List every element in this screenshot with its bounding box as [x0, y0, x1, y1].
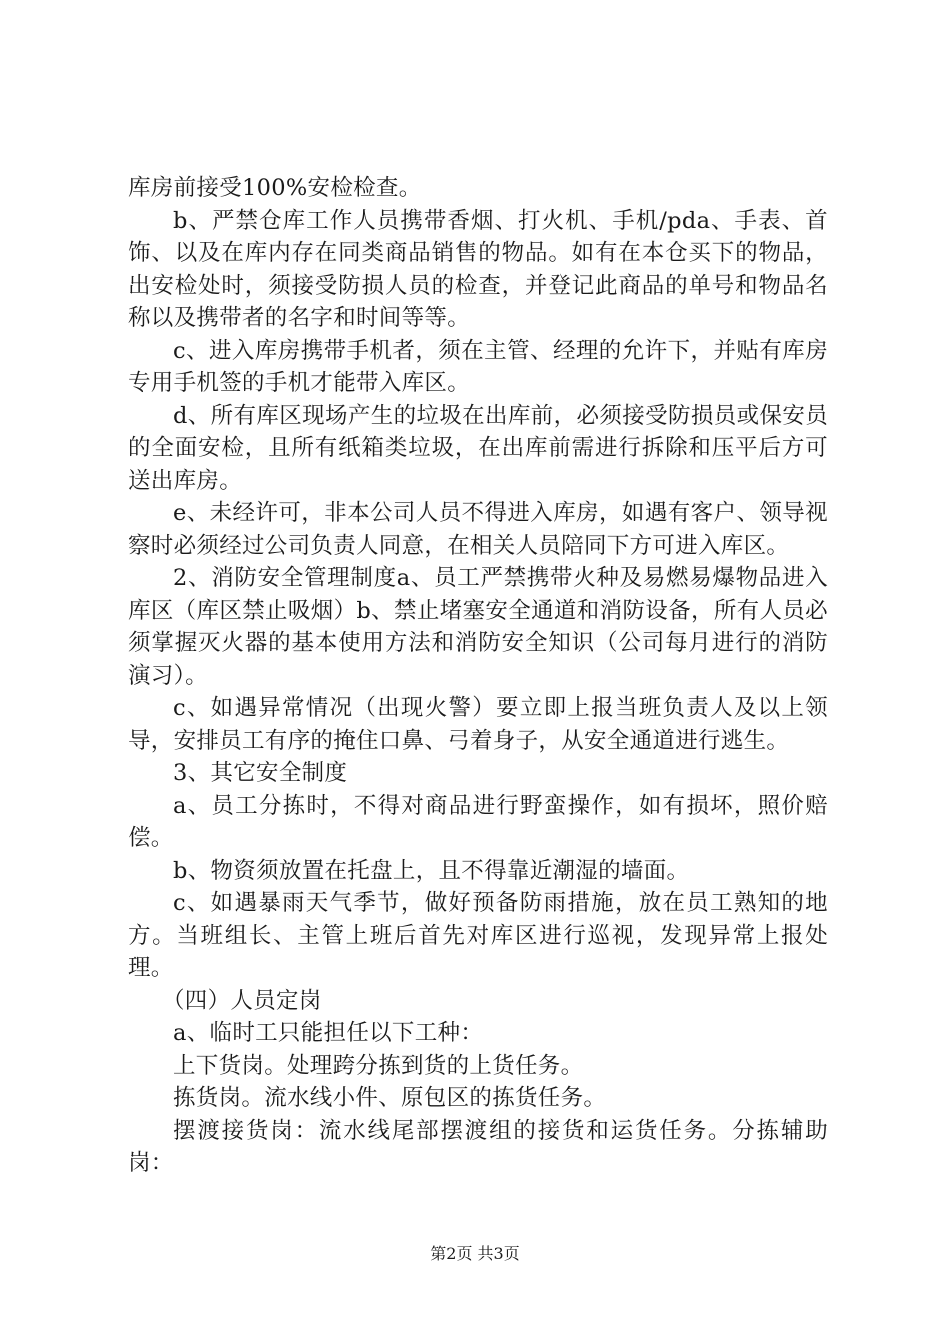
paragraph-6: 2、消防安全管理制度a、员工严禁携带火种及易燃易爆物品进入库区（库区禁止吸烟）b、禁止堵塞安全通道和消防设备，所有人员必须掌握灭火器的基本使用方法和消防安全知识（公司每月进行的消防演习）。 — [128, 565, 828, 689]
paragraph-8: 3、其它安全制度 — [173, 760, 348, 786]
paragraph-1: 库房前接受100%安检检查。 — [128, 175, 422, 201]
paragraph-7: c、如遇异常情况（出现火警）要立即上报当班负责人及以上领导，安排员工有序的掩住口鼻、弓着身子，从安全通道进行逃生。 — [128, 695, 828, 754]
paragraph-3: c、进入库房携带手机者，须在主管、经理的允许下，并贴有库房专用手机签的手机才能带入库区。 — [128, 337, 828, 396]
paragraph-9: a、员工分拣时，不得对商品进行野蛮操作，如有损坏，照价赔偿。 — [128, 792, 828, 851]
paragraph-5: e、未经许可，非本公司人员不得进入库房，如遇有客户、领导视察时必须经过公司负责人同意，在相关人员陪同下方可进入库区。 — [128, 500, 828, 559]
paragraph-13: a、临时工只能担任以下工种： — [173, 1020, 484, 1046]
paragraph-14: 上下货岗。处理跨分拣到货的上货任务。 — [173, 1052, 584, 1079]
section-heading: （四）人员定岗 — [162, 987, 322, 1014]
paragraph-10: b、物资须放置在托盘上，且不得靠近潮湿的墙面。 — [173, 857, 690, 884]
paragraph-4: d、所有库区现场产生的垃圾在出库前，必须接受防损员或保安员的全面安检，且所有纸箱类垃圾，在出库前需进行拆除和压平后方可送出库房。 — [128, 402, 828, 494]
paragraph-16: 摆渡接货岗：流水线尾部摆渡组的接货和运货任务。分拣辅助岗： — [128, 1117, 828, 1176]
page-number-footer: 第2页 共3页 — [430, 1244, 520, 1263]
paragraph-11: c、如遇暴雨天气季节，做好预备防雨措施，放在员工熟知的地方。当班组长、主管上班后首先对库区进行巡视，发现异常上报处理。 — [128, 890, 828, 981]
paragraph-2: b、严禁仓库工作人员携带香烟、打火机、手机/pda、手表、首饰、以及在库内存在同类商品销售的物品。如有在本仓买下的物品，出安检处时，须接受防损人员的检查，并登记此商品的单号和物品名称以及携带者的名字和时间等等。 — [128, 207, 828, 331]
document-body — [128, 172, 828, 1180]
paragraph-15: 拣货岗。流水线小件、原包区的拣货任务。 — [173, 1085, 607, 1111]
